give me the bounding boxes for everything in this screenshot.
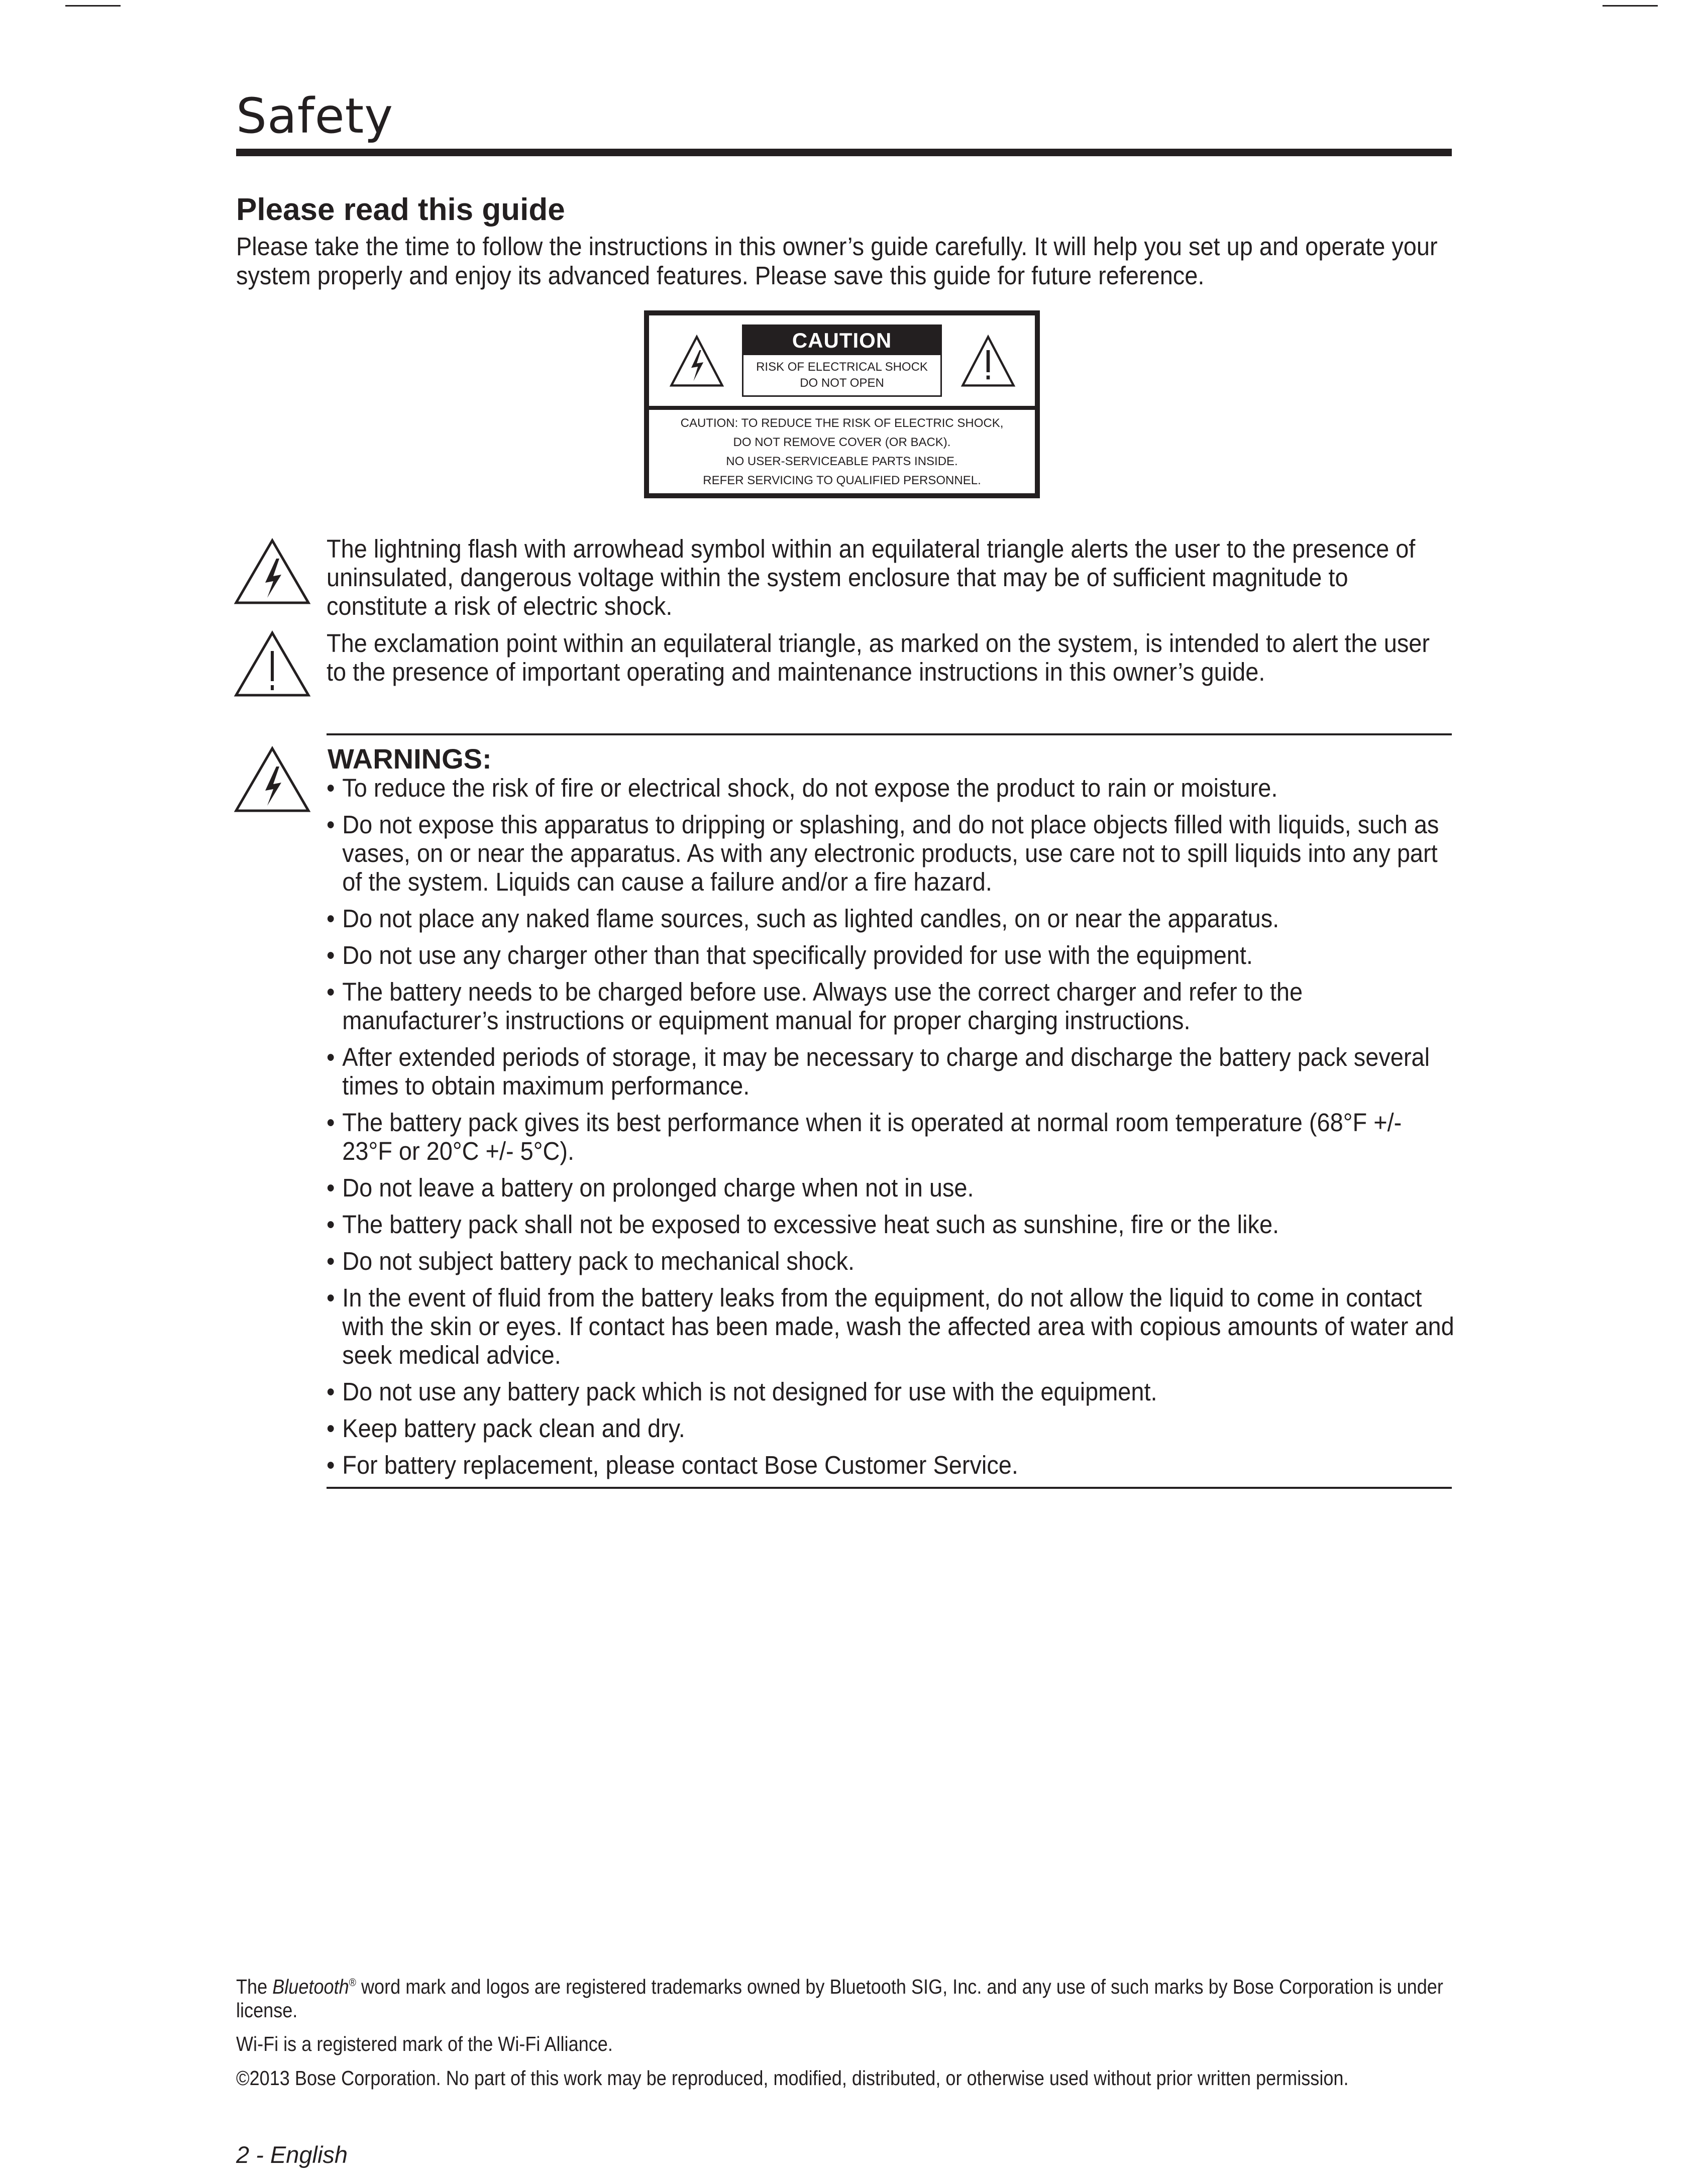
caution-divider: [649, 406, 1035, 410]
warning-item: • Do not leave a battery on prolonged charge when not in use.: [327, 1173, 1454, 1202]
caution-label: [644, 310, 1040, 498]
exclamation-symbol-description: The exclamation point within an equilateral triangle, as marked on the system, is intended to alert the user to the presence of important operating and maintenance instructions in this owner’s guide.: [327, 629, 1430, 686]
caution-bottom-line: DO NOT REMOVE COVER (OR BACK).: [733, 435, 951, 449]
page-title: Safety: [236, 88, 394, 144]
warning-item: • Do not subject battery pack to mechanical shock.: [327, 1247, 1454, 1275]
caution-center-panel: [742, 324, 942, 397]
caution-sub-line: RISK OF ELECTRICAL SHOCK: [756, 360, 928, 374]
warning-item: • To reduce the risk of fire or electrical shock, do not expose the product to rain or moisture.: [327, 774, 1454, 802]
bt-rest: word mark and logos are registered trademarks owned by Bluetooth SIG, Inc. and any use of such marks by Bose Corporation is under license.: [236, 1975, 1443, 2022]
copyright-notice: ©2013 Bose Corporation. No part of this work may be reproduced, modified, distributed, or otherwise used without prior written permission.: [236, 2066, 1349, 2090]
page-number: 2 - English: [236, 2141, 348, 2168]
warnings-heading: WARNINGS:: [328, 743, 492, 775]
section-heading: Please read this guide: [236, 192, 565, 227]
caution-bottom-line: REFER SERVICING TO QUALIFIED PERSONNEL.: [703, 474, 981, 487]
caution-sub-text: [743, 355, 940, 391]
lightning-triangle-icon: [232, 744, 312, 815]
warning-item: • Do not expose this apparatus to dripping or splashing, and do not place objects filled with liquids, such as vases, on or near the apparatus. As with any electronic products, use care not to spill liquids into any part of the system. Liquids can cause a failure and/or a fire hazard.: [327, 810, 1454, 896]
title-rule: [236, 149, 1452, 156]
warnings-list: [327, 774, 1454, 1487]
lightning-triangle-icon: [669, 334, 724, 389]
warning-item: • For battery replacement, please contact Bose Customer Service.: [327, 1451, 1454, 1479]
warning-item: • Do not place any naked flame sources, such as lighted candles, on or near the apparatus.: [327, 904, 1454, 933]
exclamation-triangle-icon: [960, 334, 1016, 389]
warning-item: • Keep battery pack clean and dry.: [327, 1414, 1454, 1443]
warning-item: • The battery pack gives its best performance when it is operated at normal room temperature (68°F +/- 23°F or 20°C +/- 5°C).: [327, 1108, 1454, 1165]
caution-bottom-line: CAUTION: TO REDUCE THE RISK OF ELECTRIC SHOCK,: [680, 416, 1004, 430]
caution-bottom-text: [649, 414, 1035, 490]
crop-mark-left: [65, 5, 121, 7]
intro-paragraph: Please take the time to follow the instructions in this owner’s guide carefully. It will help you set up and operate your system properly and enjoy its advanced features. Please save this guide for future reference.: [236, 232, 1438, 290]
bt-prefix: The: [236, 1975, 268, 1998]
exclamation-triangle-icon: [232, 629, 312, 699]
warnings-bottom-rule: [327, 1487, 1452, 1489]
caution-label-top: [649, 315, 1035, 406]
warning-item: • The battery pack shall not be exposed to excessive heat such as sunshine, fire or the like.: [327, 1210, 1454, 1239]
warning-item: • Do not use any charger other than that specifically provided for use with the equipment.: [327, 941, 1454, 969]
wifi-trademark-notice: Wi-Fi is a registered mark of the Wi-Fi Alliance.: [236, 2032, 613, 2055]
warning-item: • Do not use any battery pack which is not designed for use with the equipment.: [327, 1377, 1454, 1406]
warning-item: • After extended periods of storage, it may be necessary to charge and discharge the battery pack several times to obtain maximum performance.: [327, 1043, 1454, 1100]
caution-bottom-line: NO USER-SERVICEABLE PARTS INSIDE.: [726, 455, 958, 468]
crop-mark-right: [1603, 5, 1658, 7]
warning-item: • In the event of fluid from the battery leaks from the equipment, do not allow the liquid to come in contact with the skin or eyes. If contact has been made, wash the affected area with copious amounts of water and seek medical advice.: [327, 1283, 1454, 1369]
lightning-triangle-icon: [232, 536, 312, 607]
bt-word: Bluetooth: [272, 1975, 349, 1998]
bt-reg-mark: ®: [349, 1976, 356, 1989]
caution-sub-line: DO NOT OPEN: [800, 376, 884, 390]
warning-item: • The battery needs to be charged before use. Always use the correct charger and refer to the manufacturer’s instructions or equipment manual for proper charging instructions.: [327, 977, 1454, 1035]
lightning-symbol-description: The lightning flash with arrowhead symbol within an equilateral triangle alerts the user to the presence of uninsulated, dangerous voltage within the system enclosure that may be of sufficient magnitude to constitute a risk of electric shock.: [327, 534, 1416, 620]
bluetooth-trademark-notice: [236, 1975, 1474, 2022]
warnings-top-rule: [327, 733, 1452, 735]
caution-heading: CAUTION: [743, 326, 940, 355]
